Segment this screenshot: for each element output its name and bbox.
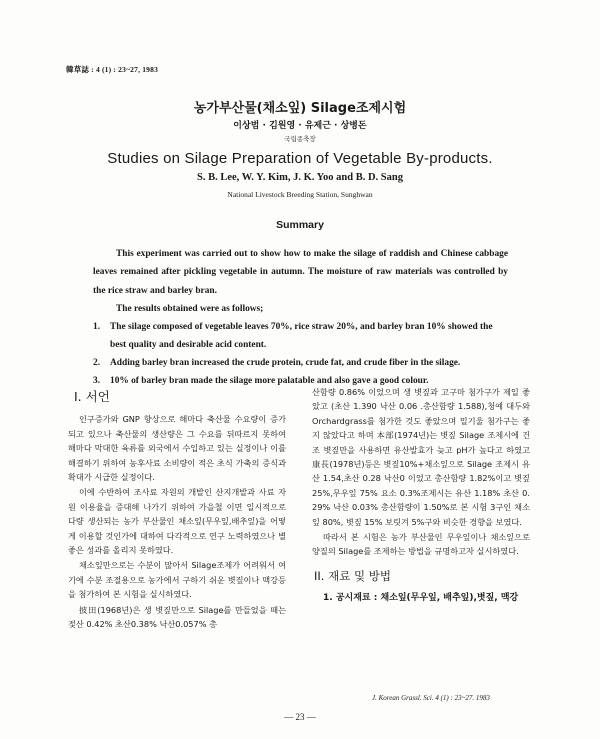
section-heading-materials-methods: II. 재료 및 방법 xyxy=(314,568,391,583)
footer-citation: J. Korean Grassl. Sci. 4 (1) : 23~27. 1983 xyxy=(372,694,490,702)
list-item-text: 10% of barley bran made the silage more palatable and also gave a good colour. xyxy=(110,375,429,386)
list-item-text: Adding barley bran increased the crude protein, crude fat, and crude fiber in the silage. xyxy=(110,357,461,368)
english-title: Studies on Silage Preparation of Vegetable By-products. xyxy=(107,150,493,167)
section-heading-introduction: I. 서언 xyxy=(74,389,110,404)
summary-body xyxy=(93,245,508,318)
body-paragraph: 披田(1968년)은 생 볏짚만으로 Silage를 만들었을 때는 젖산 0.42% 초산0.38% 낙산0.057% 총 xyxy=(68,604,286,630)
list-item-number: 1. xyxy=(93,322,101,332)
body-paragraph: 인구증가와 GNP 향상으로 해마다 축산물 수요량이 증가되고 있으나 축산물의 생산량은 그 수요를 뒤따르지 못하여 해마다 막대한 육류를 외국에서 수입하고 있는 실정이나 이를 해결하기 위하여 농후사료 소비량이 적은 초식 가축의 증식과 확대가 시급한 실정이다. xyxy=(68,414,286,483)
left-column xyxy=(68,385,286,633)
korean-authors: 이상범 · 김원영 · 유제근 · 상병돈 xyxy=(233,121,367,131)
body-paragraph: 산함량 0.86% 이었으며 생 볏짚과 고구마 첨가구가 제일 좋았고 (초산 1.390 낙산 0.06 .총산함량 1.588),청예 대두와 Orchardgrass를 첨가한 것도 좋았으며 밀기울 첨가구는 좋지 않았다고 하며 本部(1974년)는 볏짚 Silage 조제시에 건조 볏짚만을 사용하면 유산발효가 늦고 pH가 높다고 하였고 康長(1978년)등은 볏짚10%+채소잎으로 Silage 조제시 유산 1.54,초산 0.28 낙산0 이었고 총산함량 1.82%이고 볏짚25%,무우잎 75% 요소 0.3%조제시는 유산 1.18% 초산 0.29% 낙산 0.03% 총산함량이 1.50%로 본 시험 3구인 채소잎 80%, 볏짚 15% 보릿겨 5%구와 비슷한 경향을 보였다. xyxy=(312,387,530,527)
list-item-text: The silage composed of vegetable leaves 70%, rice straw 20%, and barley bran 10% showed the best quality and desirable acid content. xyxy=(110,322,493,350)
body-paragraph: 따라서 본 시험은 농가 부산물인 무우잎이나 채소잎으로 양질의 Silage를 조제하는 방법을 규명하고자 실시하였다. xyxy=(312,532,530,557)
subsection-heading-materials: 1. 공시재료 : 채소잎(무우잎, 배추잎),볏짚, 맥강 xyxy=(323,593,519,604)
list-item-number: 3. xyxy=(93,375,101,386)
list-item xyxy=(93,355,508,373)
summary-heading: Summary xyxy=(276,219,324,231)
list-item xyxy=(93,319,508,354)
page-number: — 23 — xyxy=(284,712,316,722)
english-authors: S. B. Lee, W. Y. Kim, J. K. Yoo and B. D. Sang xyxy=(197,172,403,183)
english-institution: National Livestock Breeding Station, Sunghwan xyxy=(227,190,373,199)
journal-reference: 韓草誌 : 4 (1) : 23~27, 1983 xyxy=(66,65,159,74)
body-paragraph: 이에 수반하여 조사료 자원의 개발인 산지개발과 사료 자원 이용율을 증대해 나가기 위하여 가을철 이면 일시적으로 다량 생산되는 농가 부산물인 채소잎(무우잎,배추잎)을 어떻게 이용할 것인가에 대하여 다각적으로 연구 노력하였으나 별 좋은 성과를 올리지 못하였다. xyxy=(68,487,286,556)
summary-paragraph: This experiment was carried out to show how to make the silage of raddish and Chinese cabbage leaves remained after pickling vegetable in autumn. The moisture of raw materials was controlled by the rice straw and barley bran. xyxy=(93,249,508,296)
right-column xyxy=(312,385,530,606)
summary-results-intro: The results obtained were as follows; xyxy=(116,303,264,314)
summary-results-list xyxy=(93,319,508,391)
korean-title: 농가부산물(채소잎) Silage조제시험 xyxy=(193,101,407,116)
list-item-number: 2. xyxy=(93,357,101,368)
korean-institution: 국립종축장 xyxy=(284,135,316,143)
body-paragraph: 채소잎만으로는 수분이 많아서 Silage조제가 어려워서 여기에 수분 조절용으로 농가에서 구하기 쉬운 볏짚이나 맥강등을 첨가하여 본 시험을 실시하였다. xyxy=(68,560,286,600)
